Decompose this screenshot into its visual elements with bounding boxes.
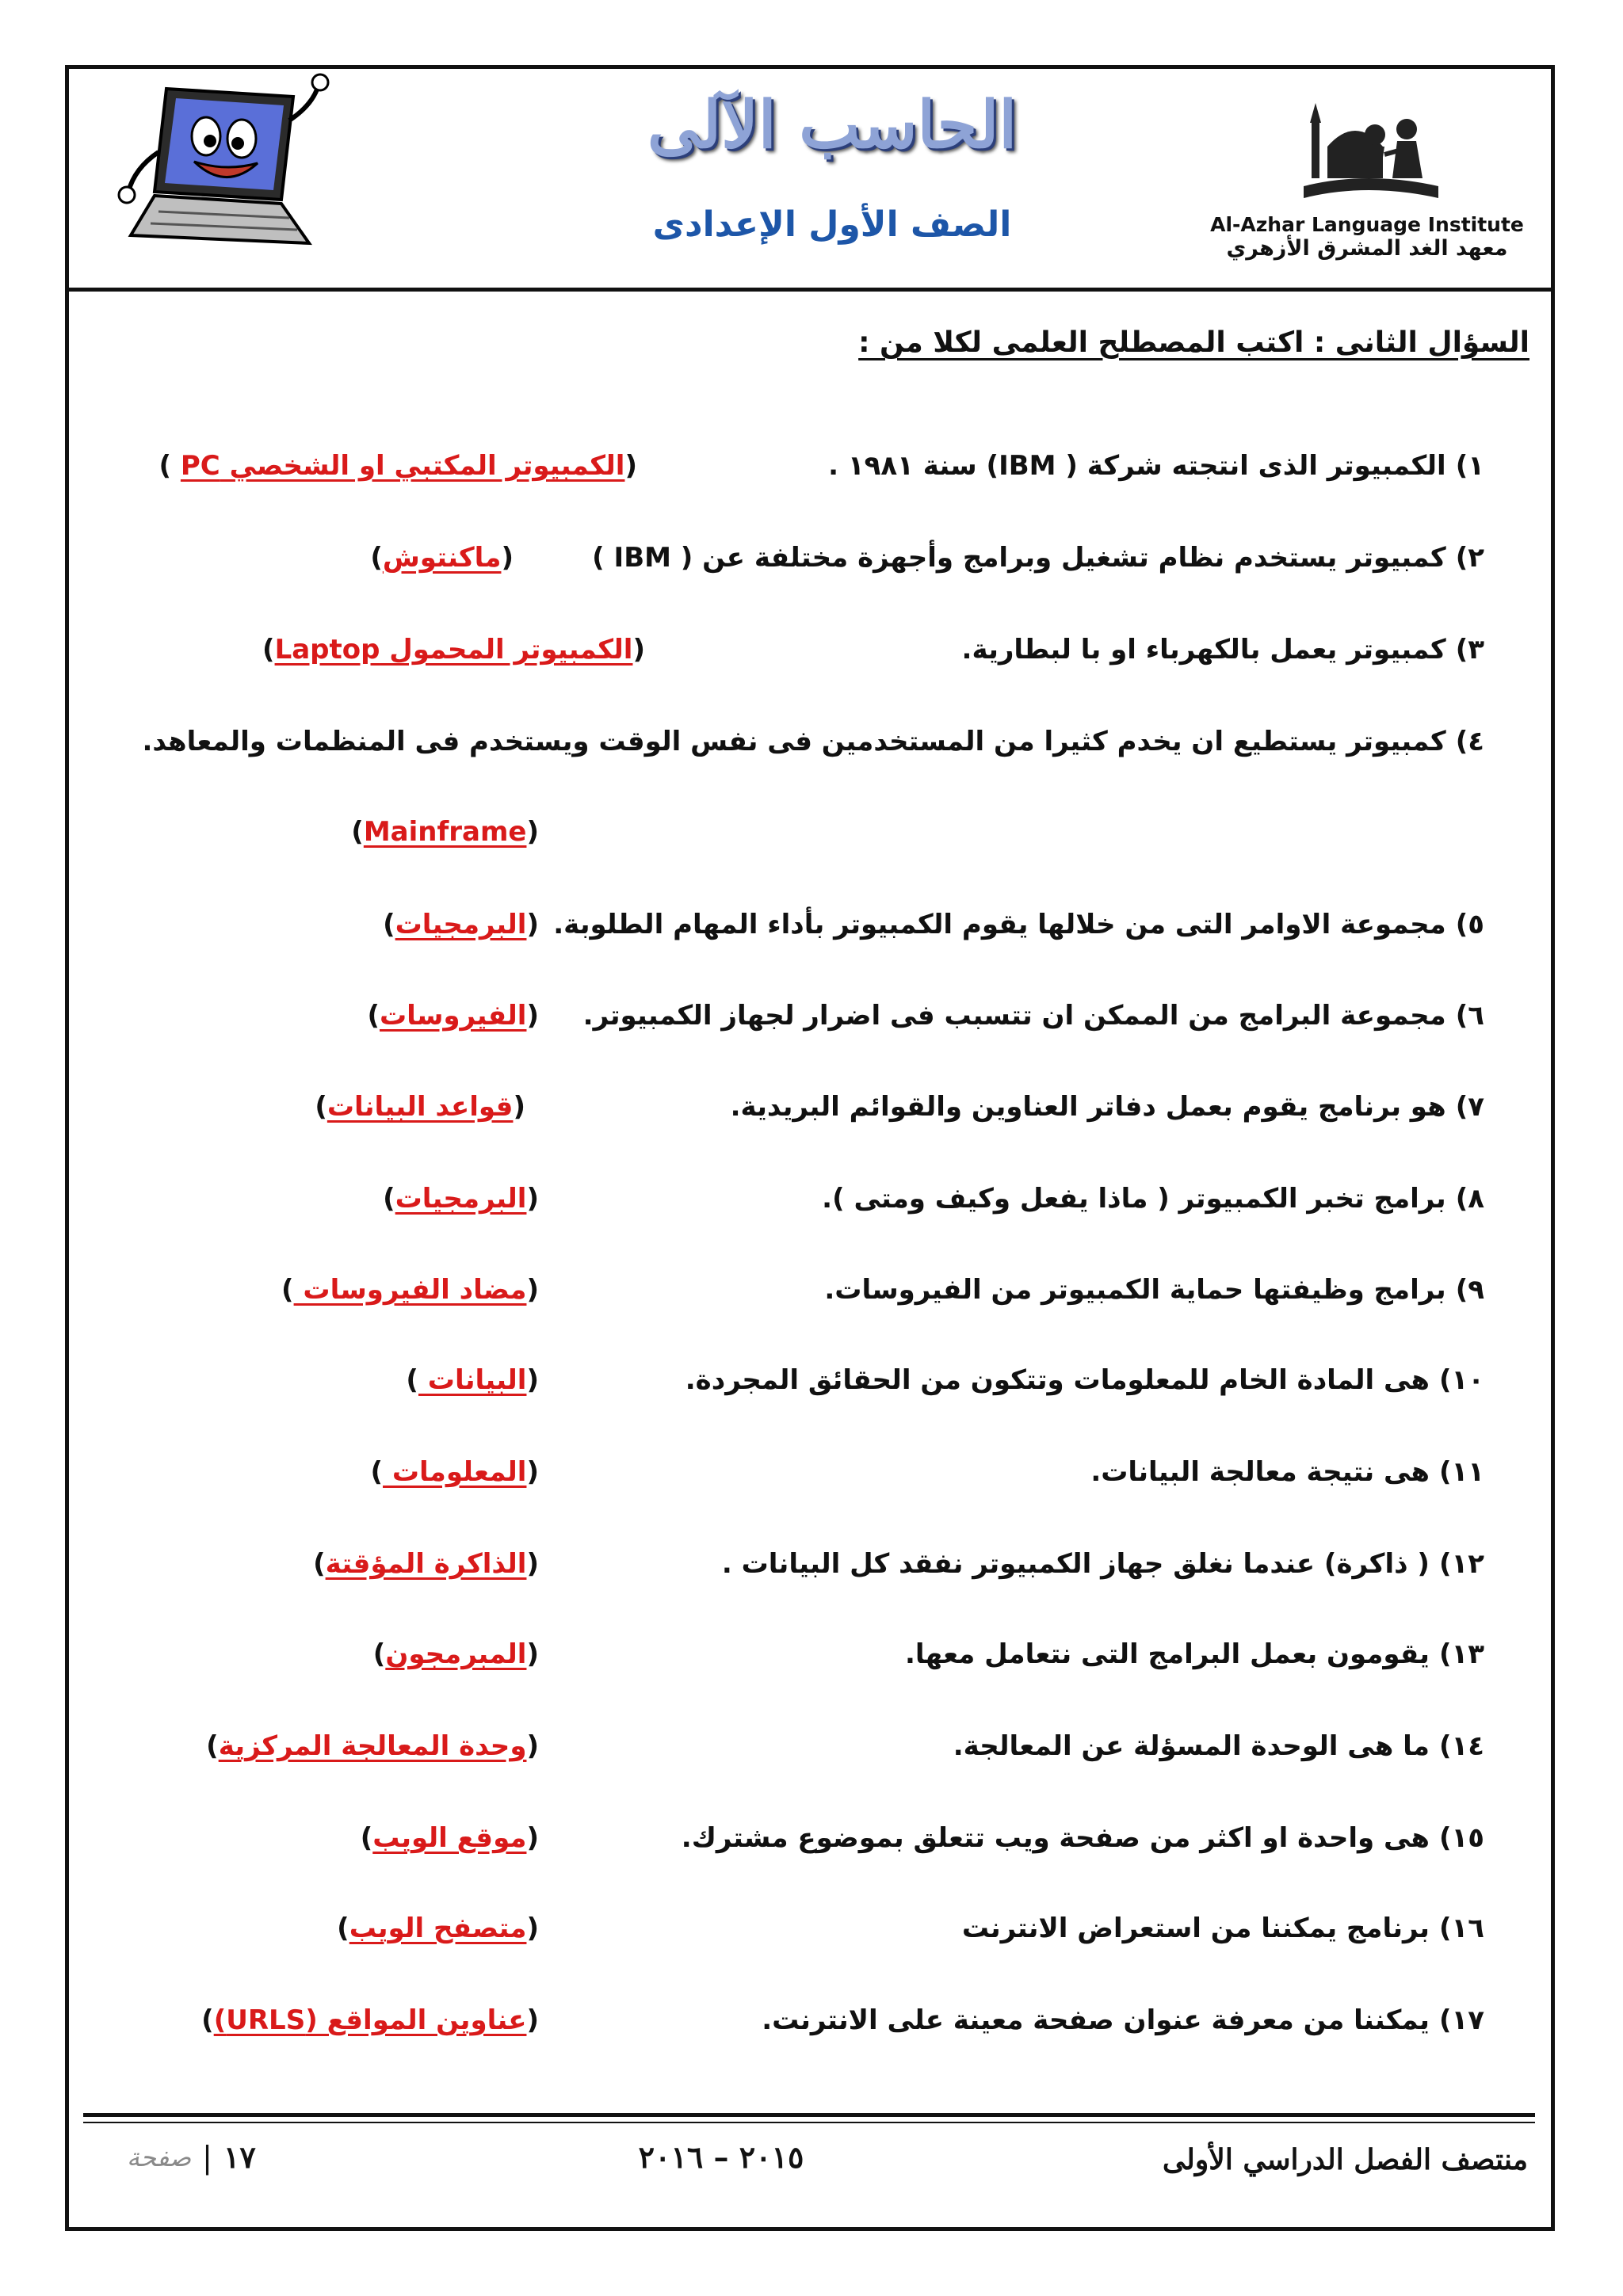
answer-term: موقع الويب bbox=[372, 1822, 527, 1854]
page-indicator bbox=[127, 2139, 256, 2175]
answer-term: وحدة المعالجة المركزية bbox=[218, 1730, 527, 1762]
answer: (عناوين المواقع (URLS)) bbox=[201, 2004, 539, 2036]
answer: (ماكنتوش) bbox=[370, 542, 514, 574]
answer: (متصفح الويب) bbox=[337, 1913, 539, 1944]
page-label: صفحة bbox=[127, 2142, 192, 2172]
footer-year: ٢٠١٥ – ٢٠١٦ bbox=[638, 2139, 804, 2175]
answer-term: مضاد الفيروسات bbox=[293, 1274, 527, 1306]
page-frame bbox=[65, 65, 1555, 2231]
institute-logo bbox=[1205, 91, 1529, 265]
list-item: ٢)كمبيوتر يستخدم نظام تشغيل وبرامج وأجهزة مختلفة عن ( IBM ) bbox=[592, 542, 1484, 574]
list-item: ٤)كمبيوتر يستطيع ان يخدم كثيرا من المستخدمين فى نفس الوقت ويستخدم فى المنظمات والمعاهد. bbox=[142, 726, 1484, 757]
list-item: ١٥)هى واحدة او اكثر من صفحة ويب تتعلق بموضوع مشترك. bbox=[681, 1822, 1484, 1854]
institute-name-ar: معهد الغد المشرق الأزهري bbox=[1226, 236, 1508, 261]
list-item: ٩)برامج وظيفتها حماية الكمبيوتر من الفيروسات. bbox=[824, 1274, 1484, 1306]
footer-term: منتصف الفصل الدراسي الأولى bbox=[1162, 2143, 1528, 2176]
answer-term: المبرمجون bbox=[385, 1638, 527, 1670]
answer-term: البيانات bbox=[418, 1364, 527, 1396]
page-separator: | bbox=[202, 2139, 212, 2175]
answer: (مضاد الفيروسات ) bbox=[281, 1274, 539, 1306]
list-item: ٥)مجموعة الاوامر التى من خلالها يقوم الكمبيوتر بأداء المهام الطلوبة. bbox=[553, 909, 1484, 940]
answer-term: المعلومات bbox=[383, 1456, 527, 1488]
answer: (البرمجيات) bbox=[383, 1183, 539, 1215]
list-item: ١٦)برنامج يمكننا من استعراض الانترنت bbox=[961, 1913, 1484, 1944]
answer-term: ماكنتوش bbox=[382, 542, 502, 574]
laptop-mascot-icon bbox=[111, 73, 333, 271]
answer: (قواعد البيانات) bbox=[315, 1091, 525, 1123]
answer: (الفيروسات) bbox=[367, 1000, 539, 1032]
answer: (البرمجيات) bbox=[383, 909, 539, 940]
answer: (الكمبيوتر المحمول Laptop) bbox=[262, 634, 645, 666]
answer: (Mainframe) bbox=[351, 816, 539, 848]
answer-term: عناوين المواقع (URLS) bbox=[213, 2004, 527, 2036]
list-item: ١٢)( ذاكرة) عندما نغلق جهاز الكمبيوتر نفقد كل البيانات . bbox=[721, 1548, 1484, 1580]
footer-divider bbox=[83, 2113, 1535, 2117]
page-number: ١٧ bbox=[223, 2139, 256, 2175]
list-item: ١٤)ما هى الوحدة المسؤلة عن المعالجة. bbox=[953, 1730, 1484, 1762]
list-item: ١٠)هى المادة الخام للمعلومات وتتكون من الحقائق المجردة. bbox=[685, 1364, 1484, 1396]
grade-title: الصف الأول الإعدادى bbox=[652, 204, 1012, 245]
answer-term: البرمجيات bbox=[395, 1183, 527, 1215]
answer: (موقع الويب) bbox=[360, 1822, 539, 1854]
list-item: ١٣)يقومون بعمل البرامج التى نتعامل معها. bbox=[904, 1638, 1484, 1670]
list-item: ١٧)يمكننا من معرفة عنوان صفحة معينة على الانترنت. bbox=[762, 2004, 1484, 2036]
footer-divider-thin bbox=[83, 2122, 1535, 2123]
answer: (الذاكرة المؤقتة) bbox=[313, 1548, 539, 1580]
institute-name-en: Al-Azhar Language Institute bbox=[1210, 213, 1524, 236]
answer-term: الكمبيوتر المكتبي او الشخصي PC bbox=[180, 450, 625, 482]
subject-title: الحاسب الآلى bbox=[647, 87, 1018, 163]
header-divider bbox=[65, 288, 1555, 292]
answer-term: الكمبيوتر المحمول Laptop bbox=[274, 634, 633, 666]
answer: (الكمبيوتر المكتبي او الشخصي PC ) bbox=[158, 450, 637, 482]
answer: (المبرمجون) bbox=[372, 1638, 539, 1670]
answer: (البيانات ) bbox=[406, 1364, 539, 1396]
answer-term: الفيروسات bbox=[380, 1000, 527, 1032]
list-item: ٦)مجموعة البرامج من الممكن ان تتسبب فى اضرار لجهاز الكمبيوتر. bbox=[582, 1000, 1484, 1032]
list-item: ٣)كمبيوتر يعمل بالكهرباء او با لبطارية. bbox=[961, 634, 1484, 666]
list-item: ٧)هو برنامج يقوم بعمل دفاتر العناوين والقوائم البريدية. bbox=[730, 1091, 1484, 1123]
answer-term: Mainframe bbox=[363, 816, 527, 848]
answer-term: متصفح الويب bbox=[349, 1913, 527, 1944]
answer-term: البرمجيات bbox=[395, 909, 527, 940]
list-item: ١١)هى نتيجة معالجة البيانات. bbox=[1090, 1456, 1484, 1488]
list-item: ٨)برامج تخبر الكمبيوتر ( ماذا يفعل وكيف ومتى ). bbox=[822, 1183, 1484, 1215]
answer-term: قواعد البيانات bbox=[327, 1091, 514, 1123]
answer: (المعلومات ) bbox=[370, 1456, 539, 1488]
answer: (وحدة المعالجة المركزية) bbox=[206, 1730, 539, 1762]
institute-emblem-icon bbox=[1280, 91, 1454, 210]
question-title: السؤال الثانى : اكتب المصطلح العلمى لكلا من : bbox=[858, 326, 1529, 359]
answer-term: الذاكرة المؤقتة bbox=[325, 1548, 527, 1580]
list-item: ١)الكمبيوتر الذى انتجته شركة ( IBM) سنة ١٩٨١ . bbox=[828, 450, 1484, 482]
